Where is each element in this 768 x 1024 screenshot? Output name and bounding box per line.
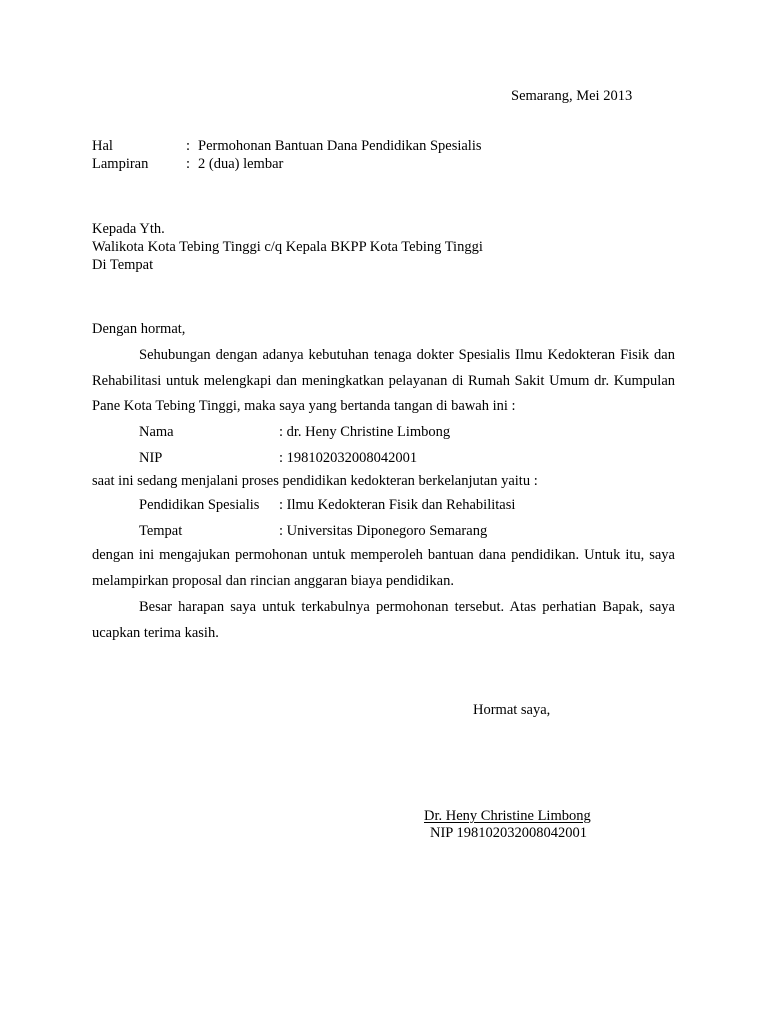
pendidikan-label: Pendidikan Spesialis	[139, 497, 260, 513]
body-paragraph-2: dengan ini mengajukan permohonan untuk memperoleh bantuan dana pendidikan. Untuk itu, saya melampirkan proposal dan rincian anggaran biaya pendidikan.	[92, 547, 675, 589]
education-intro: saat ini sedang menjalani proses pendidikan kedokteran berkelanjutan yaitu :	[92, 473, 538, 489]
nama-value: : dr. Heny Christine Limbong	[279, 424, 451, 440]
signer-nip: NIP 198102032008042001	[430, 825, 587, 841]
attachment-value: 2 (dua) lembar	[198, 156, 284, 172]
tempat-value: : Universitas Diponegoro Semarang	[279, 523, 488, 539]
letter-date: Semarang, Mei 2013	[511, 88, 633, 104]
subject-value: Permohonan Bantuan Dana Pendidikan Spesialis	[198, 138, 482, 154]
attachment-separator: :	[186, 156, 191, 172]
addressee-line-2: Walikota Kota Tebing Tinggi c/q Kepala BKPP Kota Tebing Tinggi	[92, 239, 483, 255]
pendidikan-value: : Ilmu Kedokteran Fisik dan Rehabilitasi	[279, 497, 516, 513]
addressee-line-1: Kepada Yth.	[92, 221, 165, 237]
nip-label: NIP	[139, 450, 163, 466]
signer-name: Dr. Heny Christine Limbong	[424, 808, 591, 824]
nip-value: : 198102032008042001	[279, 450, 418, 466]
body-paragraph-3-text: Besar harapan saya untuk terkabulnya permohonan tersebut. Atas perhatian Bapak, saya ucapkan terima kasih.	[92, 599, 675, 641]
tempat-label: Tempat	[139, 523, 183, 539]
body-paragraph-1-text: Sehubungan dengan adanya kebutuhan tenaga dokter Spesialis Ilmu Kedokteran Fisik dan Rehabilitasi untuk melengkapi dan meningkatkan pelayanan di Rumah Sakit Umum dr. Kumpulan Pane Kota Tebing Tinggi, maka saya yang bertanda tangan di bawah ini :	[92, 347, 675, 414]
body-paragraph-3	[92, 595, 675, 646]
nama-label: Nama	[139, 424, 174, 440]
subject-label: Hal	[92, 138, 113, 154]
closing-greeting: Hormat saya,	[473, 702, 551, 718]
salutation: Dengan hormat,	[92, 321, 186, 337]
subject-separator: :	[186, 138, 191, 154]
addressee-line-3: Di Tempat	[92, 257, 154, 273]
body-paragraph-1	[92, 343, 675, 420]
attachment-label: Lampiran	[92, 156, 149, 172]
